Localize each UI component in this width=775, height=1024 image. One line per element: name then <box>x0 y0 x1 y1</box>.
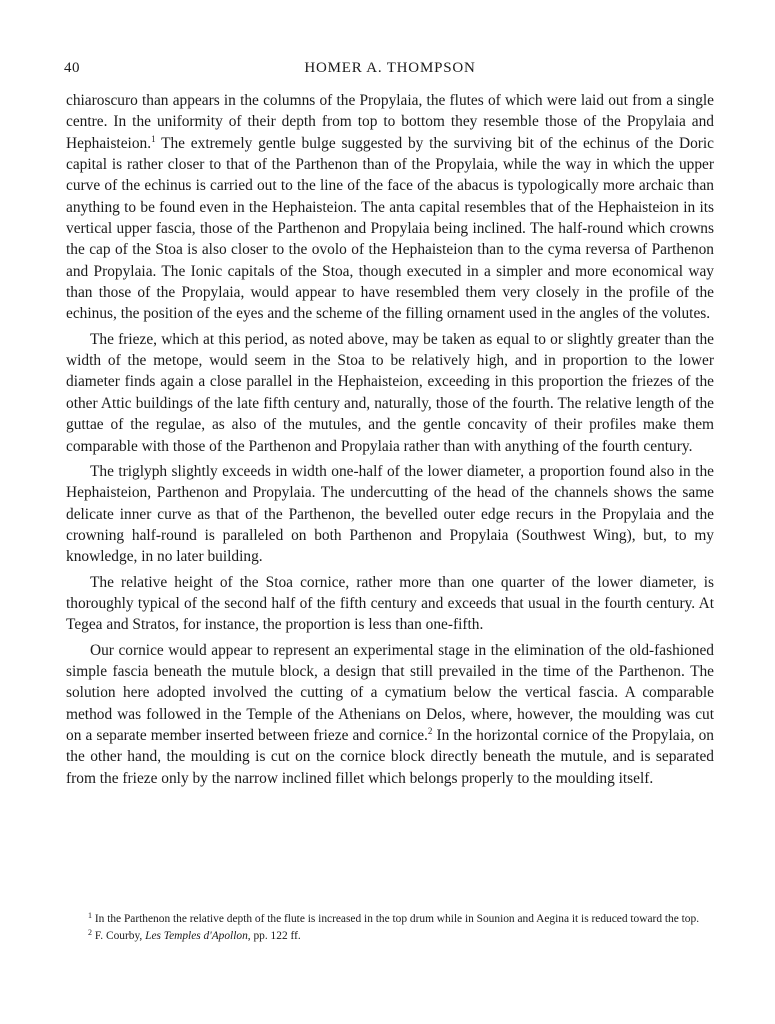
footnote-marker: 2 <box>88 927 92 937</box>
paragraph <box>66 90 714 325</box>
page <box>66 56 714 793</box>
footnote-1 <box>66 911 714 928</box>
footnote-2 <box>66 928 714 945</box>
running-head-author: HOMER A. THOMPSON <box>304 60 476 76</box>
paragraph-text: The triglyph slightly exceeds in width one-half of the lower diameter, a proportion found also in the Hephaisteion, Parthenon and Propylaia. The undercutting of the head of the channels shows the same delicate inner curve as that of the Parthenon, the bevelled outer edge recurs in the Propylaia and the crowning half-round is paralleled on both Parthenon and Propylaia (Southwest Wing), but, to my knowledge, in no later building. <box>66 462 714 566</box>
paragraph <box>66 640 714 789</box>
paragraph <box>66 329 714 457</box>
paragraph-text: In the horizontal cornice of the Propylaia, on the other hand, the moulding is cut on the cornice block directly beneath the mutule, and is separated from the frieze only by the narrow inclined fillet which belongs properly to the moulding itself. <box>66 726 714 787</box>
footnote-text: In the Parthenon the relative depth of the flute is increased in the top drum while in Sounion and Aegina it is reduced toward the top. <box>94 913 700 925</box>
paragraph-text: Our cornice would appear to represent an experimental stage in the elimination of the old-fashioned simple fascia beneath the mutule block, a design that still prevailed in the time of the Parthenon. The solution here adopted involved the cutting of a cymatium below the vertical fascia. A comparable method was followed in the Temple of the Athenians on Delos, where, however, the moulding was cut on a separate member inserted between frieze and cornice. <box>66 641 714 744</box>
paragraph <box>66 572 714 636</box>
paragraph-text: The relative height of the Stoa cornice, rather more than one quarter of the lower diameter, is thoroughly typical of the second half of the fifth century and exceeds that usual in the fourth century. At Tegea and Stratos, for instance, the proportion is less than one-fifth. <box>66 573 714 634</box>
body-text <box>66 90 714 789</box>
footnote-author: F. Courby, <box>94 929 143 942</box>
footnotes <box>66 911 714 944</box>
running-head <box>66 56 714 82</box>
paragraph-text: The frieze, which at this period, as noted above, may be taken as equal to or slightly greater than the width of the metope, would seem in the Stoa to be relatively high, and in proportion to the lower diameter finds again a close parallel in the Hephaisteion, exceeding in this proportion the friezes of the other Attic buildings of the late fifth century and, naturally, those of the fourth. The relative length of the guttae of the regulae, as also of the mutules, and the gentle concavity of their profiles make them comparable with those of the Parthenon and Propylaia rather than with anything of the fourth century. <box>66 330 714 455</box>
paragraph <box>66 461 714 568</box>
paragraph-text: chiaroscuro than appears in the columns of the Propylaia, the flutes of which were laid out from a single centre. In the uniformity of their depth from top to bottom they resemble those of the Propylaia and Hephaisteion. <box>66 92 714 152</box>
footnote-ref: 1 <box>151 133 156 144</box>
paragraph-text: The extremely gentle bulge suggested by the surviving bit of the echinus of the Doric capital is rather closer to that of the Parthenon than of the Propylaia, while the way in which the upper curve of the echinus is carried out to the line of the face of the abacus is typologically more archaic than anything to be found even in the Hephaisteion. The anta capital resembles that of the Hephaisteion in its vertical upper fascia, those of the Parthenon and Propylaia being inclined. The half-round which crowns the cap of the Stoa is also closer to the ovolo of the Hephaisteion than to the cyma reversa of Parthenon and Propylaia. The Ionic capitals of the Stoa, though executed in a simpler and more economical way than those of the Propylaia, would appear to have resembled them very closely in the profile of the echinus, the position of the eyes and the scheme of the filling ornament used in the angles of the volutes. <box>66 134 714 323</box>
footnote-pages: , pp. 122 ff. <box>247 929 301 942</box>
footnote-ref: 2 <box>427 725 433 736</box>
footnote-book-title: Les Temples d'Apollon <box>145 929 248 942</box>
page-number: 40 <box>64 60 80 76</box>
footnote-marker: 1 <box>88 911 92 920</box>
